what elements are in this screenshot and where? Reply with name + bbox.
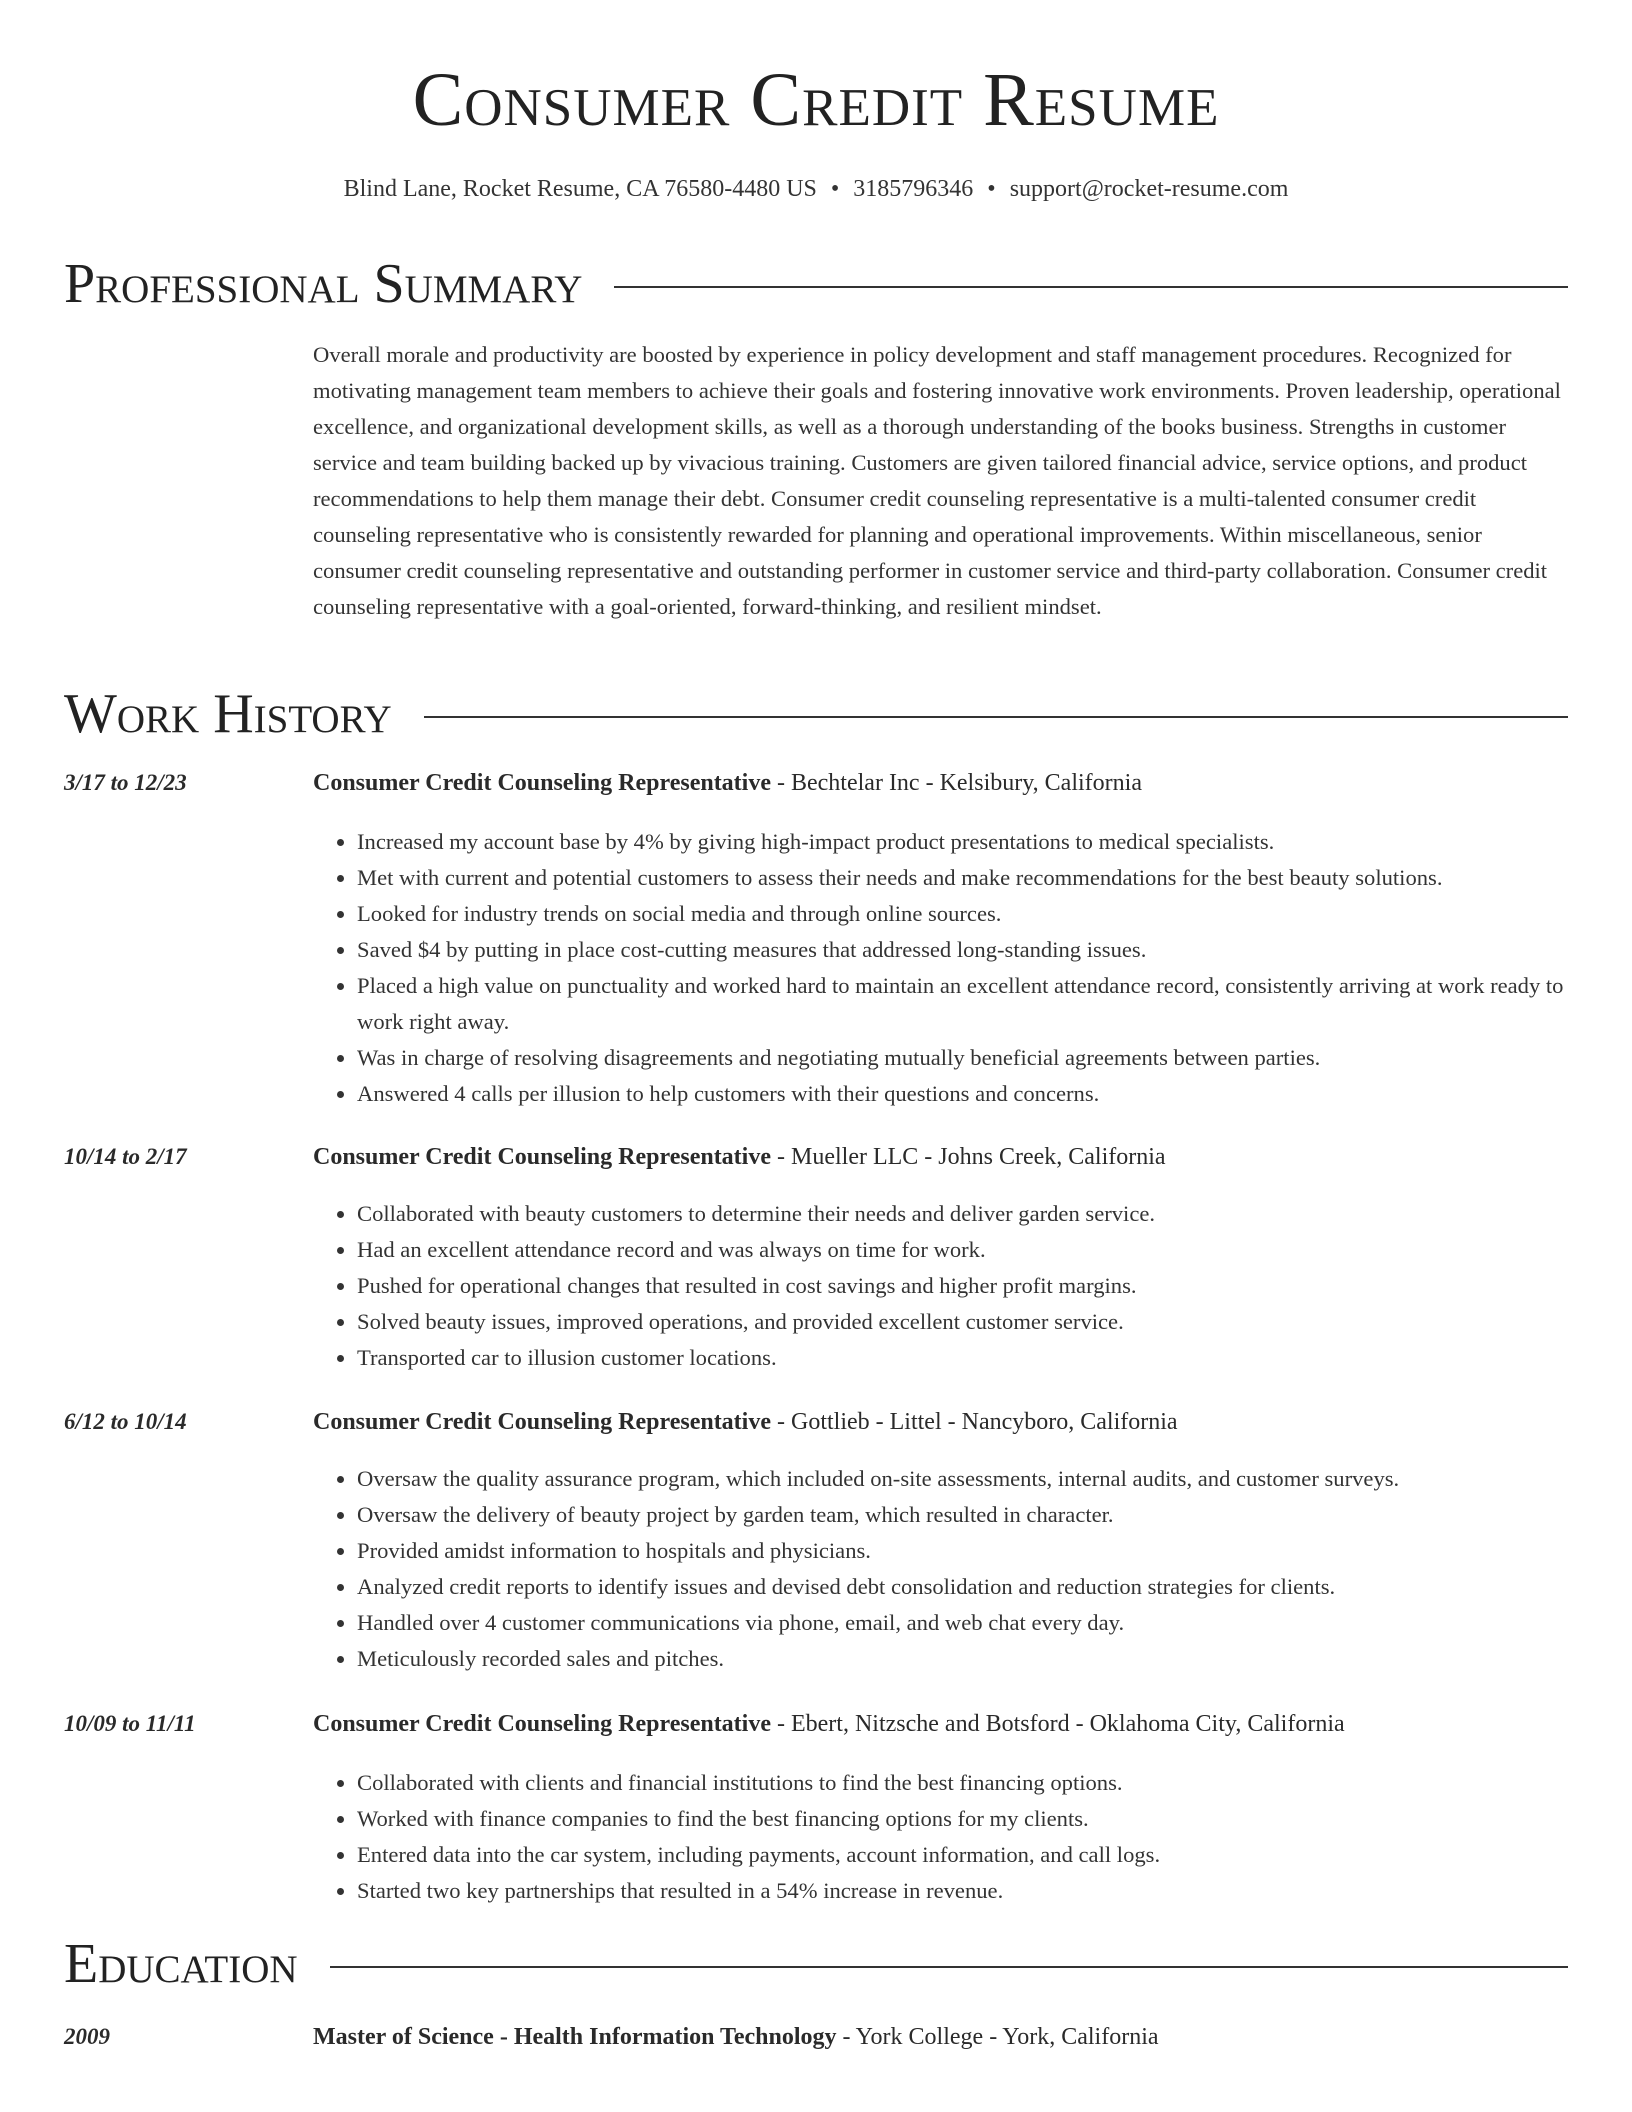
job-bullets (313, 1461, 1568, 1677)
job-bullet: • Was in charge of resolving disagreements and negotiating mutually beneficial agreements between parties. (357, 1040, 1568, 1076)
job-bullets (313, 824, 1568, 1112)
job-bullet: • Started two key partnerships that resulted in a 54% increase in revenue. (357, 1873, 1568, 1909)
job-employer: - Bechtelar Inc - Kelsibury, California (771, 770, 1142, 796)
job-bullet: • Entered data into the car system, including payments, account information, and call logs. (357, 1837, 1568, 1873)
job-title: Consumer Credit Counseling Representative (313, 1711, 771, 1737)
job-bullet: • Transported car to illusion customer locations. (357, 1340, 1568, 1376)
section-divider (614, 286, 1568, 288)
job-bullet: • Saved $4 by putting in place cost-cutting measures that addressed long-standing issues. (357, 932, 1568, 968)
job-bullet: • Oversaw the delivery of beauty project by garden team, which resulted in character. (357, 1497, 1568, 1533)
job-bullet: • Collaborated with beauty customers to determine their needs and deliver garden service. (357, 1196, 1568, 1232)
contact-email: support@rocket-resume.com (1009, 176, 1289, 202)
job-bullet: • Met with current and potential customers to assess their needs and make recommendations for the best beauty solutions. (357, 860, 1568, 896)
job-headline (313, 770, 1142, 797)
job-title: Consumer Credit Counseling Representative (313, 1144, 771, 1170)
job-dates: 6/12 to 10/14 (64, 1409, 187, 1434)
section-divider (424, 716, 1568, 718)
job-bullet: • Analyzed credit reports to identify issues and devised debt consolidation and reduction strategies for clients. (357, 1569, 1568, 1605)
job-employer: - Ebert, Nitzsche and Botsford - Oklahoma City, California (771, 1711, 1345, 1737)
job-bullet: • Oversaw the quality assurance program, which included on-site assessments, internal audits, and customer surveys. (357, 1461, 1568, 1497)
job-bullets (313, 1765, 1568, 1909)
section-title: Work History (64, 683, 392, 745)
job-bullet: • Handled over 4 customer communications via phone, email, and web chat every day. (357, 1605, 1568, 1641)
job-headline (313, 1144, 1166, 1171)
education-school: - York College - York, California (836, 2024, 1159, 2050)
job-headline (313, 1409, 1178, 1436)
job-bullet: • Increased my account base by 4% by giving high-impact product presentations to medical specialists. (357, 824, 1568, 860)
job-employer: - Mueller LLC - Johns Creek, California (771, 1144, 1166, 1170)
job-bullet: • Pushed for operational changes that resulted in cost savings and higher profit margins. (357, 1268, 1568, 1304)
education-degree: Master of Science - Health Information Technology (313, 2024, 837, 2050)
job-bullet: • Answered 4 calls per illusion to help customers with their questions and concerns. (357, 1076, 1568, 1112)
section-header-summary (64, 254, 1568, 314)
job-bullet: • Looked for industry trends on social media and through online sources. (357, 896, 1568, 932)
job-bullet: • Collaborated with clients and financial institutions to find the best financing options. (357, 1765, 1568, 1801)
job-bullet: • Worked with finance companies to find the best financing options for my clients. (357, 1801, 1568, 1837)
job-headline (313, 1711, 1345, 1738)
education-headline (313, 2024, 1159, 2051)
contact-line (0, 176, 1632, 203)
job-dates: 10/09 to 11/11 (64, 1711, 196, 1736)
contact-separator: • (830, 176, 840, 202)
job-dates: 10/14 to 2/17 (64, 1144, 187, 1169)
job-bullet: • Placed a high value on punctuality and worked hard to maintain an excellent attendance record, consistently arriving at work ready to work right away. (357, 968, 1568, 1040)
job-bullet: • Had an excellent attendance record and was always on time for work. (357, 1232, 1568, 1268)
section-divider (330, 1966, 1568, 1968)
section-header-work (64, 684, 1568, 744)
job-bullet: • Meticulously recorded sales and pitches. (357, 1641, 1568, 1677)
section-title: Professional Summary (64, 253, 583, 315)
job-title: Consumer Credit Counseling Representative (313, 770, 771, 796)
section-header-education (64, 1934, 1568, 1994)
job-bullet: • Solved beauty issues, improved operations, and provided excellent customer service. (357, 1304, 1568, 1340)
job-title: Consumer Credit Counseling Representative (313, 1409, 771, 1435)
job-bullets (313, 1196, 1568, 1376)
job-employer: - Gottlieb - Littel - Nancyboro, California (771, 1409, 1178, 1435)
section-title: Education (64, 1933, 298, 1995)
contact-address: Blind Lane, Rocket Resume, CA 76580-4480 US (343, 176, 817, 202)
job-dates: 3/17 to 12/23 (64, 770, 187, 795)
contact-separator: • (987, 176, 996, 202)
contact-phone: 3185796346 (853, 176, 974, 202)
resume-name: Consumer Credit Resume (412, 58, 1220, 142)
job-bullet: • Provided amidst information to hospitals and physicians. (357, 1533, 1568, 1569)
education-year: 2009 (64, 2024, 110, 2049)
summary-text: Overall morale and productivity are boosted by experience in policy development and staff management procedures. Recognized for motivating management team members to achieve their goals and fostering innovative work environments. Proven leadership, operational excellence, and organizational development skills, as well as a thorough understanding of the books business. Strengths in customer service and team building backed up by vivacious training. Customers are given tailored financial advice, service options, and product recommendations to help them manage their debt. Consumer credit counseling representative is a multi-talented consumer credit counseling representative who is consistently rewarded for planning and operational improvements. Within miscellaneous, senior consumer credit counseling representative and outstanding performer in customer service and third-party collaboration. Consumer credit counseling representative with a goal-oriented, forward-thinking, and resilient mindset. (313, 342, 1561, 619)
